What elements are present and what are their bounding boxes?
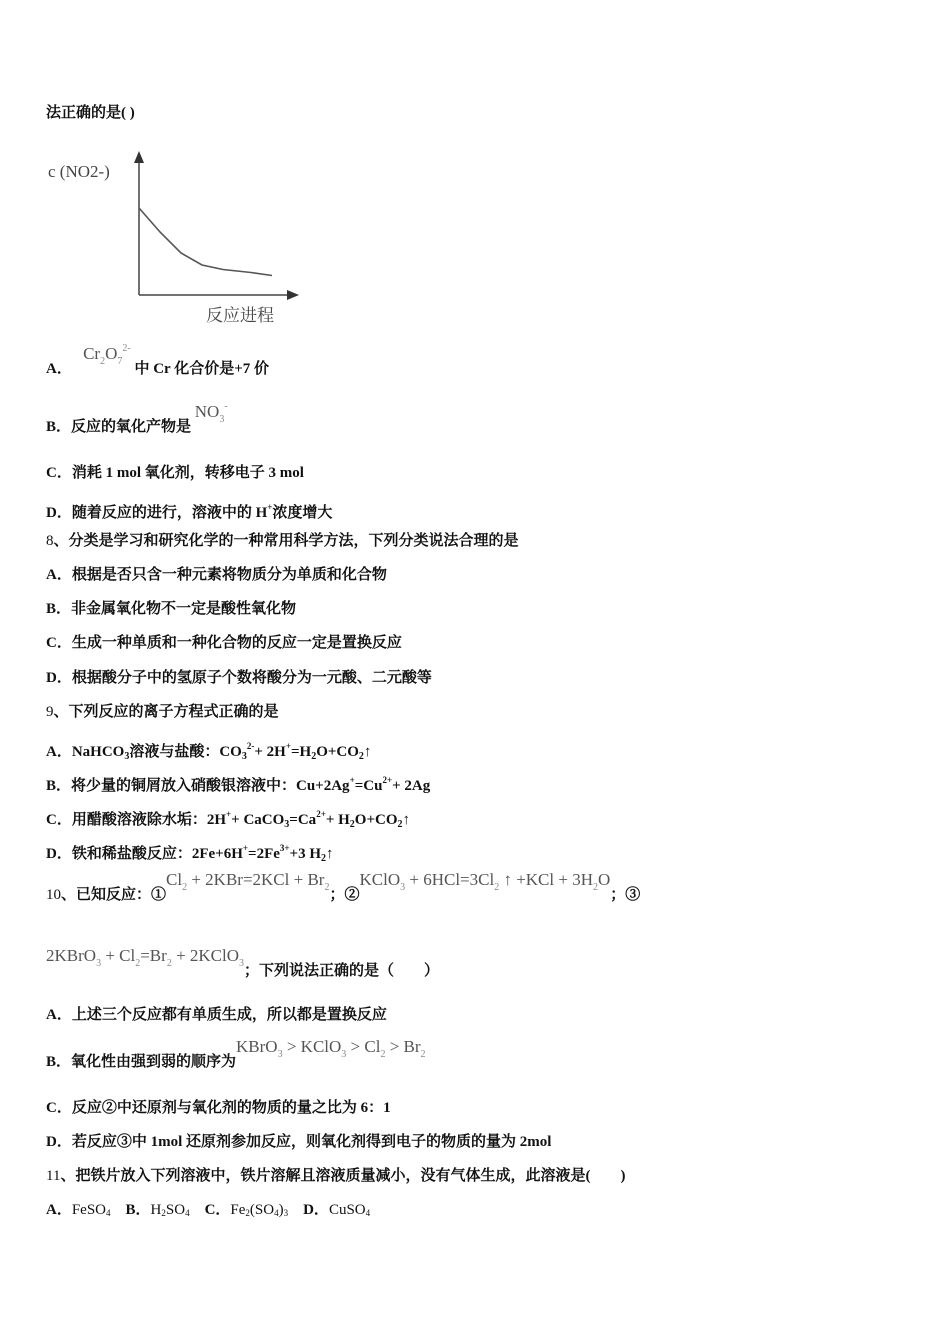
text-line [46,870,641,907]
text-segment: 2 [245,1208,250,1218]
text-segment: D．根据酸分子中的氢原子个数将酸分为一元酸、二元酸等 [46,670,432,686]
text-segment: ↑ [363,744,372,760]
text-line [46,1098,391,1118]
text-line [46,1200,370,1223]
text-segment: 2 [349,819,355,830]
text-segment: 9 [46,704,54,720]
text-segment: D．随着反应的进行，溶液中的 H [46,505,268,521]
text-segment: 法正确的是( ) [46,105,135,121]
formula-segment: Cr [83,344,101,363]
text-segment: B．氧化性由强到弱的顺序为 [46,1054,237,1070]
formula-segment: 2 [135,958,141,969]
text-segment: 4 [274,1208,279,1218]
text-segment: 浓度增大 [272,505,333,521]
text-segment: Fe [230,1202,246,1218]
text-segment: A．NaHCO [46,744,125,760]
text-segment: 、分类是学习和研究化学的一种常用科学方法，下列分类说法合理的是 [53,533,519,549]
text-segment: =Ca [289,812,317,828]
text-segment: B．非金属氧化物不一定是酸性氧化物 [46,601,297,617]
text-segment: 3 [283,1208,289,1218]
formula-segment: Cl [166,870,183,889]
formula-segment: O [105,344,118,363]
text-line [46,736,371,767]
text-segment: ↑ [402,812,411,828]
text-segment: 中 Cr 化合价是+7 价 [130,361,269,377]
text-segment: + [285,741,291,751]
text-segment: =H [290,744,312,760]
text-segment: A．上述三个反应都有单质生成，所以都是置换反应 [46,1007,387,1023]
text-segment: 2 [358,751,364,762]
text-segment: 11 [46,1168,61,1184]
text-line [46,804,410,835]
text-segment: D．若反应③中 1mol 还原剂参加反应，则氧化剂得到电子的物质的量为 2mol [46,1134,552,1150]
formula-segment: > KClO [282,1037,342,1056]
formula-segment: 3 [239,958,245,969]
text-segment: 、把铁片放入下列溶液中，铁片溶解且溶液质量减小，没有气体生成，此溶液是( ) [60,1168,626,1184]
formula-segment: + 2KClO [171,946,240,965]
formula-segment: - [224,401,228,412]
text-segment: + [267,502,273,512]
text-line [46,565,387,585]
text-segment: H [150,1202,162,1218]
text-segment: 3 [284,819,290,830]
formula-segment: 2 [494,882,500,893]
text-segment: =Cu [354,778,383,794]
text-segment: ；③ [610,887,641,903]
text-segment: 2- [246,741,255,751]
text-line [46,531,519,551]
formula-segment: + 6HCl=3Cl [405,870,495,889]
text-line [46,770,430,796]
text-line [46,668,432,688]
text-segment: 溶液与盐酸：CO [129,744,242,760]
formula-segment: > Br [385,1037,421,1056]
text-line [46,633,402,653]
text-segment: +3 H [289,846,321,862]
formula-segment: NO [194,402,220,421]
text-segment: B．将少量的铜屑放入硝酸银溶液中：Cu+2Ag [46,778,350,794]
text-segment: 4 [185,1208,190,1218]
text-segment: O+CO [354,812,398,828]
text-segment: C．用醋酸溶液除水垢：2H [46,812,227,828]
formula-segment: 2KBrO [46,946,97,965]
text-segment: 3 [124,751,130,762]
text-segment: D． [288,1202,329,1218]
text-segment: + 2H [254,744,286,760]
text-segment: 4 [365,1208,371,1218]
chart-xlabel: 反应进程 [206,306,274,326]
formula-segment: + 2KBr=2KCl + Br [187,870,325,889]
text-line [46,599,296,619]
text-segment: + [226,809,232,819]
text-segment: A． [46,361,72,377]
formula-segment: + Cl [101,946,136,965]
text-segment: (SO [249,1202,275,1218]
text-segment: A． [46,1202,72,1218]
concentration-chart [44,145,304,335]
text-segment: + CaCO [231,812,285,828]
text-line [46,1132,551,1152]
text-segment: + [242,843,249,853]
y-axis-arrow-icon [134,151,144,163]
text-segment: SO [165,1202,186,1218]
text-segment: 10 [46,887,61,903]
formula-segment: 2 [182,882,188,893]
text-segment: C．消耗 1 mol 氧化剂，转移电子 3 mol [46,465,304,481]
text-segment: ) [278,1202,284,1218]
text-line [46,702,279,722]
x-axis-arrow-icon [287,290,299,300]
text-segment: B．反应的氧化产物是 [46,419,195,435]
text-segment: =2Fe [248,846,280,862]
text-segment: C． [189,1202,231,1218]
text-segment: 3+ [279,843,290,853]
formula-segment: 2 [166,958,172,969]
text-segment [72,361,83,377]
text-line [46,103,135,123]
text-segment: 2 [311,751,317,762]
text-segment: ；② [329,887,360,903]
text-line [46,946,440,983]
text-segment: + H [325,812,350,828]
formula-segment: 2 [100,356,106,367]
text-segment: 4 [106,1208,111,1218]
text-segment: 8 [46,533,54,549]
text-segment: CuSO [328,1202,366,1218]
formula-segment: 2 [592,882,598,893]
formula-segment: O [597,870,611,889]
formula-segment: KClO [359,870,401,889]
formula-segment: 7 [117,356,123,367]
formula-segment: ↑ +KCl + 3H [499,870,593,889]
formula-segment: 2 [324,882,330,893]
formula-segment: 3 [277,1049,283,1060]
formula-segment: KBrO [236,1037,278,1056]
text-segment: 3 [241,751,247,762]
text-line [46,838,334,869]
text-segment: C．生成一种单质和一种化合物的反应一定是置换反应 [46,635,402,651]
formula-segment: 2- [122,343,131,354]
text-segment: 2 [397,819,403,830]
text-line [46,401,228,439]
text-segment: A．根据是否只含一种元素将物质分为单质和化合物 [46,567,387,583]
concentration-curve [139,208,272,276]
text-segment: 2 [321,853,326,864]
text-segment: 、已知反应：① [61,887,167,903]
text-segment: ↑ [326,846,334,862]
formula-segment: 2 [380,1049,386,1060]
formula-segment: 3 [96,958,102,969]
text-line [46,497,332,523]
chart-ylabel: c (NO2-) [48,162,110,181]
text-segment: 2+ [316,809,326,819]
formula-segment: 3 [400,882,406,893]
text-segment: + [349,775,355,785]
text-segment: C．反应②中还原剂与氧化剂的物质的量之比为 6：1 [46,1100,391,1116]
text-line [46,1166,625,1186]
text-segment: + 2Ag [392,778,431,794]
formula-segment: 2 [420,1049,426,1060]
text-segment: B． [110,1202,151,1218]
text-line [46,343,269,381]
text-segment: 2+ [382,775,393,785]
formula-segment: 3 [341,1049,347,1060]
text-segment: 2 [161,1208,166,1218]
text-segment: O+CO [316,744,359,760]
text-line [46,1005,387,1025]
formula-segment: =Br [140,946,167,965]
text-line [46,463,304,483]
text-segment: FeSO [71,1202,107,1218]
text-segment: 、下列反应的离子方程式正确的是 [53,704,279,720]
text-line [46,1037,426,1074]
text-segment: ；下列说法正确的是（ ） [244,963,440,979]
formula-segment: > Cl [346,1037,381,1056]
text-segment: D．铁和稀盐酸反应：2Fe+6H [46,846,243,862]
formula-segment: 3 [219,414,225,425]
